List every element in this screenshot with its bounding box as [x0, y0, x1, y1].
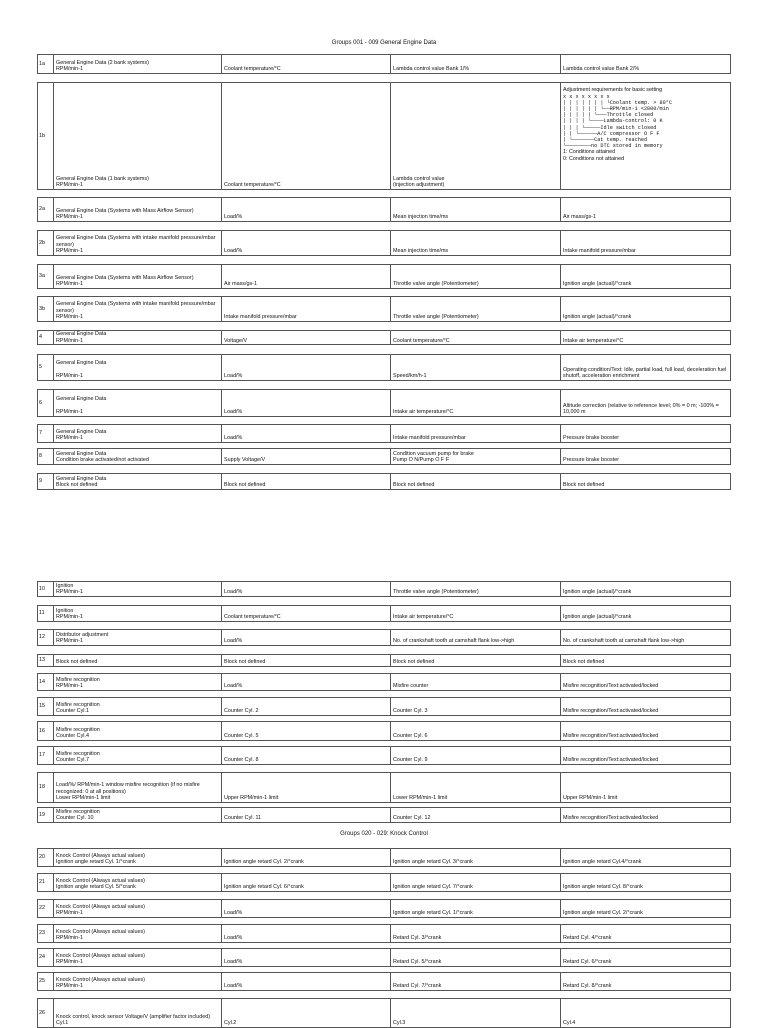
- group-title-line: Knock Control (Always actual values): [56, 877, 145, 884]
- field-3-cell: Retard Cyl. 3/°crank: [391, 925, 561, 943]
- group-title-cell: [54, 231, 222, 256]
- group-number: 25: [38, 973, 54, 991]
- group-table-1a: [37, 54, 731, 74]
- table-row: [38, 925, 731, 943]
- group-table-12: [37, 629, 731, 646]
- table-row: [38, 390, 731, 417]
- group-table-24: [37, 948, 731, 967]
- field-4-cell: Misfire recognition/Text:activated/locked: [561, 747, 731, 765]
- group-number: 21: [38, 874, 54, 892]
- table-row: [38, 808, 731, 823]
- group-number: 22: [38, 900, 54, 918]
- group-title-line: Counter Cyl.7: [56, 757, 89, 764]
- group-title-cell: [54, 425, 222, 443]
- table-row: [38, 900, 731, 918]
- field-2-cell: Load/%: [222, 582, 391, 597]
- group-title-line: RPM/min-1: [56, 935, 83, 942]
- group-title-cell: [54, 655, 222, 667]
- group-title-line: RPM/min-1: [56, 281, 83, 288]
- table-row: [38, 698, 731, 716]
- group-title-line: RPM/min-1: [56, 248, 83, 255]
- field-2-cell: Load/%: [222, 198, 391, 222]
- field-4-cell: Pressure brake booster: [561, 425, 731, 443]
- field-2-cell: Load/%: [222, 949, 391, 967]
- group-title-line: Knock control, knock sensor Voltage/V (amplifier factor included): [56, 1013, 211, 1020]
- table-row: [38, 999, 731, 1028]
- table-row: [38, 949, 731, 967]
- field-4-cell: Misfire recognition/Text:activated/locked: [561, 722, 731, 741]
- field-3-cell: Counter Cyl. 6: [391, 722, 561, 741]
- field-2-cell: Ignition angle retard Cyl. 6/°crank: [222, 874, 391, 892]
- field-3-cell: Throttle valve angle (Potentiometer): [391, 265, 561, 289]
- group-title-line: RPM/min-1: [56, 614, 83, 621]
- group-title-line: RPM/min-1: [56, 435, 83, 442]
- field-3-cell: Misfire counter: [391, 674, 561, 691]
- group-table-2a: [37, 197, 731, 222]
- table-row: [38, 83, 731, 190]
- field-3-cell: Lambda control value (injection adjustment): [391, 83, 561, 190]
- field-3-cell: Mean injection time/ms: [391, 231, 561, 256]
- group-table-23: [37, 924, 731, 943]
- group-title-line: Ignition angle retard Cyl. 5/°crank: [56, 884, 136, 891]
- field-4-cell: Intake air temperature/°C: [561, 331, 731, 345]
- table-row: [38, 265, 731, 289]
- group-title-line: General Engine Data: [56, 428, 107, 435]
- field-3-cell: Intake manifold pressure/mbar: [391, 425, 561, 443]
- field-4-cell: Ignition angle (actual)/°crank: [561, 582, 731, 597]
- group-title-cell: [54, 390, 222, 417]
- group-title-line: Counter Cyl.4: [56, 733, 89, 740]
- field-3-cell: Counter Cyl. 9: [391, 747, 561, 765]
- group-title-cell: [54, 849, 222, 867]
- field-3-cell: Block not defined: [391, 655, 561, 667]
- field-3-cell: Condition vacuum pump for brake Pump O N/Pump O F F: [391, 449, 561, 465]
- group-title-line: Misfire recognition: [56, 676, 100, 683]
- basic-setting-line: | └───────Cat temp. reached: [563, 137, 648, 144]
- group-title-line: Distributor adjustment: [56, 631, 109, 638]
- group-table-21: [37, 873, 731, 892]
- field-4-cell: Misfire recognition/Text:activated/locked: [561, 808, 731, 823]
- field-3-cell: Ignition angle retard Cyl. 1/°crank: [391, 900, 561, 918]
- group-title-line: [56, 403, 219, 410]
- group-title-line: [56, 367, 219, 374]
- basic-setting-line: | | | └─────Idle switch closed: [563, 124, 657, 131]
- field-4-cell: Misfire recognition/Text:activated/locked: [561, 674, 731, 691]
- field-3-cell: Retard Cyl. 5/°crank: [391, 949, 561, 967]
- group-title-cell: [54, 722, 222, 741]
- basic-setting-line: | | | | | └───Throttle closed: [563, 112, 654, 119]
- group-title-line: Block not defined: [56, 659, 98, 666]
- group-title-cell: [54, 55, 222, 74]
- group-title-line: Knock Control (Always actual values): [56, 976, 145, 983]
- field-3-cell: Intake air temperature/°C: [391, 606, 561, 622]
- field-4-cell: Lambda control value Bank 2/%: [561, 55, 731, 74]
- field-3-cell: No. of crankshaft tooth at camshaft flank low->high: [391, 630, 561, 646]
- field-2-cell: Cyl.2: [222, 999, 391, 1028]
- field-3-cell: Counter Cyl. 3: [391, 698, 561, 716]
- group-title-cell: [54, 198, 222, 222]
- field-2-cell: Load/%: [222, 674, 391, 691]
- group-title-cell: [54, 355, 222, 381]
- basic-setting-line: └────────no DTC stored in memory: [563, 143, 663, 150]
- group-number: 15: [38, 698, 54, 716]
- field-3-cell: Lower RPM/min-1 limit: [391, 773, 561, 803]
- field-3-cell: Coolant temperature/°C: [391, 331, 561, 345]
- group-title-line: RPM/min-1: [56, 214, 83, 221]
- group-title-line: RPM/min-1: [56, 638, 83, 645]
- field-2-cell: Block not defined: [222, 474, 391, 490]
- field-4-cell: Ignition angle (actual)/°crank: [561, 606, 731, 622]
- group-title-cell: [54, 973, 222, 991]
- group-title-line: General Engine Data (Systems with intake manifold pressure/mbar sensor): [56, 235, 217, 248]
- group-table-9: [37, 473, 731, 490]
- field-4-cell: Ignition angle retard Cyl. 2/°crank: [561, 900, 731, 918]
- group-title-line: Misfire recognition: [56, 701, 100, 708]
- group-table-5: [37, 354, 731, 381]
- field-4-cell: Operating condition/Text: Idle, partial load, full load, deceleration fuel shutoff, acceleration enrichment: [561, 355, 731, 381]
- group-title-cell: [54, 474, 222, 490]
- group-title-line: General Engine Data (Systems with Mass Airflow Sensor): [56, 274, 194, 281]
- field-4-cell: Ignition angle (actual)/°crank: [561, 297, 731, 322]
- field-3-cell: Ignition angle retard Cyl. 7/°crank: [391, 874, 561, 892]
- group-number: 16: [38, 722, 54, 741]
- group-number: 2a: [38, 198, 54, 222]
- group-table-25: [37, 972, 731, 991]
- group-title-line: Misfire recognition: [56, 750, 100, 757]
- group-number: 1a: [38, 55, 54, 74]
- table-row: [38, 606, 731, 622]
- group-title-cell: [54, 747, 222, 765]
- group-table-10: [37, 581, 731, 597]
- field-3-cell: Mean injection time/ms: [391, 198, 561, 222]
- group-number: 9: [38, 474, 54, 490]
- group-title-cell: [54, 925, 222, 943]
- field-2-cell: Air mass/gs-1: [222, 265, 391, 289]
- table-row: [38, 655, 731, 667]
- group-title-cell: [54, 630, 222, 646]
- table-row: [38, 849, 731, 867]
- field-4-cell: Retard Cyl. 6/°crank: [561, 949, 731, 967]
- field-3-cell: Cyl.3: [391, 999, 561, 1028]
- group-title-line: Ignition: [56, 607, 74, 614]
- group-title-cell: [54, 900, 222, 918]
- field-2-cell: Block not defined: [222, 655, 391, 667]
- table-row: [38, 630, 731, 646]
- table-row: [38, 874, 731, 892]
- basic-setting-line: | | | | | | └──RPM/min-1 <2000/min: [563, 106, 669, 112]
- field-4-cell: Block not defined: [561, 655, 731, 667]
- group-table-15: [37, 697, 731, 716]
- group-title-line: RPM/min-1: [56, 182, 83, 189]
- group-title-cell: [54, 874, 222, 892]
- group-title-line: Load/%/ RPM/min-1 window misfire recognition (if no misfire recognized: 0 at all positions): [56, 782, 202, 795]
- group-table-7: [37, 424, 731, 443]
- table-row: [38, 55, 731, 74]
- field-3-cell: Counter Cyl. 12: [391, 808, 561, 823]
- group-title-line: RPM/min-1: [56, 983, 83, 990]
- group-number: 13: [38, 655, 54, 667]
- group-title-line: RPM/min-1: [56, 373, 83, 380]
- field-2-cell: Counter Cyl. 5: [222, 722, 391, 741]
- group-table-4: [37, 330, 731, 345]
- field-2-cell: Voltage/V: [222, 331, 391, 345]
- group-title-cell: [54, 265, 222, 289]
- field-2-cell: Load/%: [222, 900, 391, 918]
- field-2-cell: Upper RPM/min-1 limit: [222, 773, 391, 803]
- table-row: [38, 747, 731, 765]
- group-title-line: Ignition: [56, 582, 74, 589]
- field-3-cell: Retard Cyl. 7/°crank: [391, 973, 561, 991]
- group-number: 3b: [38, 297, 54, 322]
- field-3-cell: Ignition angle retard Cyl. 3/°crank: [391, 849, 561, 867]
- group-title-line: Knock Control (Always actual values): [56, 903, 145, 910]
- group-title-line: RPM/min-1: [56, 337, 83, 344]
- field-4-cell: Ignition angle (actual)/°crank: [561, 265, 731, 289]
- field-4-cell: Upper RPM/min-1 limit: [561, 773, 731, 803]
- table-row: [38, 198, 731, 222]
- table-row: [38, 297, 731, 322]
- group-number: 10: [38, 582, 54, 597]
- group-title-line: RPM/min-1: [56, 959, 83, 966]
- group-table-17: [37, 746, 731, 765]
- table-row: [38, 331, 731, 345]
- field-4-cell: Intake manifold pressure/mbar: [561, 231, 731, 256]
- group-number: 7: [38, 425, 54, 443]
- basic-setting-line: x x x x x x x x: [563, 93, 610, 100]
- group-number: 11: [38, 606, 54, 622]
- group-title-line: Misfire recognition: [56, 808, 100, 815]
- field-2-cell: Load/%: [222, 973, 391, 991]
- group-title-line: General Engine Data (Systems with Mass Airflow Sensor): [56, 207, 194, 214]
- group-number: 1b: [38, 83, 54, 190]
- field-4-cell: Ignition angle retard Cyl.4/°crank: [561, 849, 731, 867]
- basic-setting-line: | | | | | | | └Coolant temp. > 80°C: [563, 99, 672, 106]
- group-number: 14: [38, 674, 54, 691]
- group-number: 2b: [38, 231, 54, 256]
- group-table-18: [37, 772, 731, 803]
- group-table-6: [37, 389, 731, 417]
- group-title-cell: [54, 582, 222, 597]
- group-number: 18: [38, 773, 54, 803]
- group-title-line: Block not defined: [56, 482, 98, 489]
- group-title-line: Condition brake activated/not activated: [56, 457, 149, 464]
- field-2-cell: Load/%: [222, 425, 391, 443]
- group-title-line: General Engine Data: [56, 331, 107, 337]
- field-3-cell: Intake air temperature/°C: [391, 390, 561, 417]
- group-table-11: [37, 605, 731, 622]
- group-table-2b: [37, 230, 731, 256]
- group-title-cell: [54, 297, 222, 322]
- group-number: 4: [38, 331, 54, 345]
- field-2-cell: Supply Voltage/V: [222, 449, 391, 465]
- group-title-cell: [54, 83, 222, 190]
- group-number: 23: [38, 925, 54, 943]
- field-4-cell: Misfire recognition/Text:activated/locked: [561, 698, 731, 716]
- group-title-line: RPM/min-1: [56, 910, 83, 917]
- group-number: 3a: [38, 265, 54, 289]
- field-4-cell: Pressure brake booster: [561, 449, 731, 465]
- group-header-001-009: Groups 001 - 009 General Engine Data: [331, 40, 437, 46]
- field-4-cell: Ignition angle retard Cyl. 8/°crank: [561, 874, 731, 892]
- table-row: [38, 425, 731, 443]
- field-2-cell: Load/%: [222, 925, 391, 943]
- group-table-3a: [37, 264, 731, 289]
- table-row: [38, 973, 731, 991]
- field-3-cell: Block not defined: [391, 474, 561, 490]
- field-2-cell: Load/%: [222, 630, 391, 646]
- group-title-cell: [54, 808, 222, 823]
- table-row: [38, 449, 731, 465]
- group-title-cell: [54, 331, 222, 345]
- field-2-cell: Counter Cyl. 11: [222, 808, 391, 823]
- basic-setting-line: | | | | └────Lambda-control: 0 K: [563, 118, 663, 125]
- group-title-line: General Engine Data (Systems with intake manifold pressure/mbar sensor): [56, 301, 217, 314]
- group-title-line: Counter Cyl. 10: [56, 815, 94, 822]
- field-4-cell: No. of crankshaft tooth at camshaft flank low->high: [561, 630, 731, 646]
- group-title-line: General Engine Data: [56, 360, 107, 367]
- field-2-cell: Coolant temperature/°C: [222, 606, 391, 622]
- group-number: 5: [38, 355, 54, 381]
- group-number: 19: [38, 808, 54, 823]
- group-header-020-029: Groups 020 - 029: Knock Control: [340, 831, 428, 837]
- table-row: [38, 355, 731, 381]
- group-title-line: Ignition angle retard Cyl. 1/°crank: [56, 859, 136, 866]
- table-row: [38, 231, 731, 256]
- field-4-cell: Retard Cyl. 4/°crank: [561, 925, 731, 943]
- group-number: 8: [38, 449, 54, 465]
- field-2-cell: Counter Cyl. 8: [222, 747, 391, 765]
- group-title-line: Knock Control (Always actual values): [56, 952, 145, 959]
- group-title-line: Lower RPM/min-1 limit: [56, 795, 111, 802]
- field-3-cell: Lambda control value Bank 1/%: [391, 55, 561, 74]
- field-2-cell: Coolant temperature/°C: [222, 83, 391, 190]
- group-number: 26: [38, 999, 54, 1028]
- group-title-cell: [54, 606, 222, 622]
- field-4-cell: Retard Cyl. 8/°crank: [561, 973, 731, 991]
- basic-setting-line: 0: Conditions not attained: [563, 156, 625, 163]
- table-row: [38, 582, 731, 597]
- group-title-line: Cyl.1: [56, 1020, 69, 1027]
- group-title-cell: [54, 773, 222, 803]
- group-table-16: [37, 721, 731, 741]
- basic-setting-line: Adjustment requirements for basic setting: [563, 87, 663, 93]
- field-2-cell: Load/%: [222, 231, 391, 256]
- group-title-cell: [54, 449, 222, 465]
- field-2-cell: Intake manifold pressure/mbar: [222, 297, 391, 322]
- group-title-line: RPM/min-1: [56, 589, 83, 596]
- group-title-line: General Engine Data (1 bank systems): [56, 175, 149, 182]
- group-number: 12: [38, 630, 54, 646]
- group-title-line: General Engine Data: [56, 450, 107, 457]
- group-title-line: Knock Control (Always actual values): [56, 852, 145, 859]
- group-table-1b: [37, 82, 731, 190]
- group-title-line: RPM/min-1: [56, 314, 83, 321]
- group-title-line: General Engine Data (2 bank systems): [56, 59, 149, 66]
- field-3-cell: Speed/km/h-1: [391, 355, 561, 381]
- group-title-line: RPM/min-1: [56, 66, 83, 73]
- group-table-3b: [37, 296, 731, 322]
- field-2-cell: Load/%: [222, 355, 391, 381]
- field-4-cell: Air mass/gs-1: [561, 198, 731, 222]
- table-row: [38, 474, 731, 490]
- field-4-cell: Altitude correction (relative to reference level; 0% = 0 m; -100% = 10,000 m: [561, 390, 731, 417]
- group-number: 6: [38, 390, 54, 417]
- group-number: 17: [38, 747, 54, 765]
- group-title-line: RPM/min-1: [56, 409, 83, 416]
- group-title-line: Counter Cyl.1: [56, 708, 89, 715]
- group-title-line: General Engine Data: [56, 475, 107, 482]
- group-title-cell: [54, 698, 222, 716]
- group-table-20: [37, 848, 731, 867]
- group-table-22: [37, 899, 731, 918]
- field-4-cell: [561, 83, 731, 190]
- group-table-8: [37, 448, 731, 465]
- group-title-line: Knock Control (Always actual values): [56, 928, 145, 935]
- field-4-cell: Cyl.4: [561, 999, 731, 1028]
- group-title-cell: [54, 949, 222, 967]
- group-title-cell: [54, 999, 222, 1028]
- table-row: [38, 674, 731, 691]
- field-2-cell: Coolant temperature/°C: [222, 55, 391, 74]
- group-title-line: General Engine Data: [56, 396, 107, 403]
- group-number: 24: [38, 949, 54, 967]
- group-number: 20: [38, 849, 54, 867]
- field-2-cell: Ignition angle retard Cyl. 2/°crank: [222, 849, 391, 867]
- field-2-cell: Counter Cyl. 2: [222, 698, 391, 716]
- field-2-cell: Load/%: [222, 390, 391, 417]
- group-table-19: [37, 807, 731, 823]
- basic-setting-line: 1: Conditions attained: [563, 149, 616, 156]
- group-title-line: Misfire recognition: [56, 726, 100, 733]
- group-table-13: [37, 654, 731, 667]
- field-3-cell: Throttle valve angle (Potentiometer): [391, 582, 561, 597]
- field-3-cell: Throttle valve angle (Potentiometer): [391, 297, 561, 322]
- field-4-cell: Block not defined: [561, 474, 731, 490]
- group-table-14: [37, 673, 731, 691]
- table-row: [38, 722, 731, 741]
- basic-setting-line: | | └──────A/C compressor O F F: [563, 130, 660, 137]
- group-title-line: RPM/min-1: [56, 683, 83, 690]
- group-title-cell: [54, 674, 222, 691]
- table-row: [38, 773, 731, 803]
